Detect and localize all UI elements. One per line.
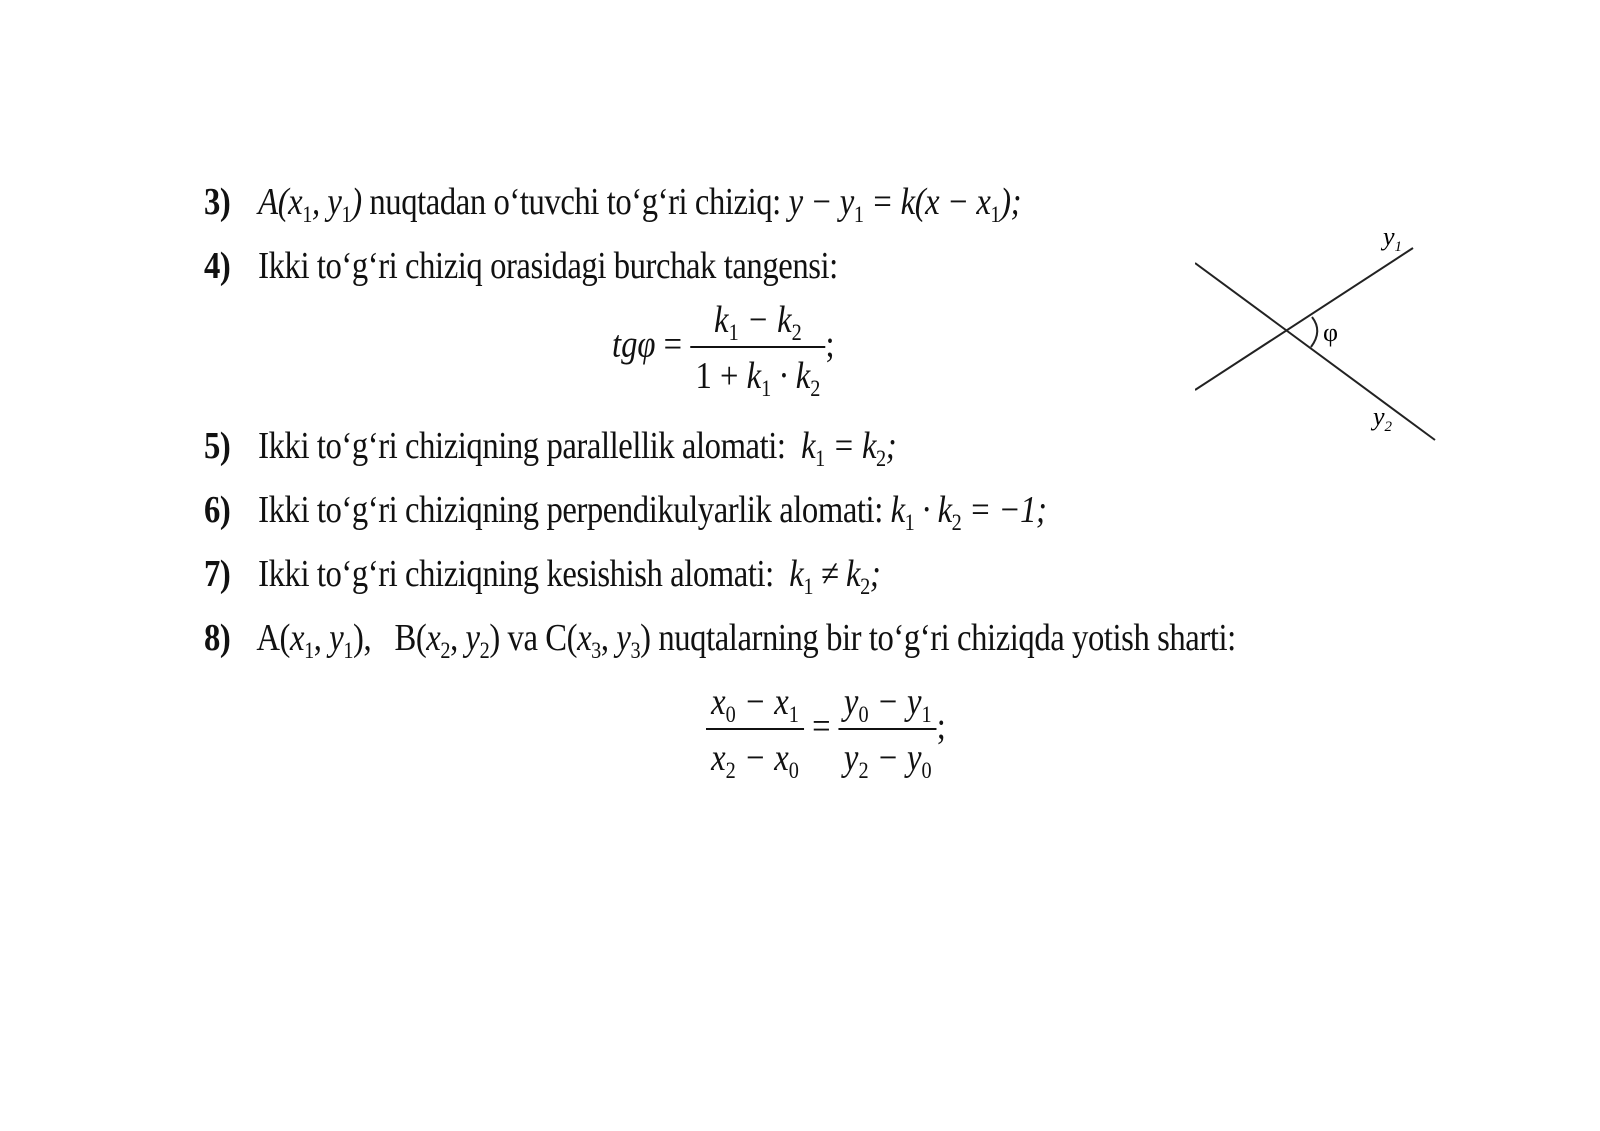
point-a: $A(x_1$, $y_1$), xyxy=(256,617,372,665)
item-number: 5) xyxy=(204,425,231,467)
item-text: Ikki to‘g‘ri chiziqning perpendikulyarlik alomati: xyxy=(258,489,883,531)
point-a: $A(x_1$, $y_1$) xyxy=(258,181,362,229)
intersecting-lines-figure xyxy=(1195,215,1445,465)
formula-line-7 xyxy=(204,552,881,601)
fraction: $\frac{k_1 - k_2}{1 + k_1 \cdot k_2}$ xyxy=(690,298,825,398)
formula-line-5 xyxy=(204,424,897,473)
point-b: $B(x_2$, $y_2$) xyxy=(394,617,500,665)
fraction-x: $\frac{x_0 - x_1}{x_2 - x_0}$ xyxy=(706,680,804,780)
fraction-y: $\frac{y_0 - y_1}{y_2 - y_0}$ xyxy=(839,680,937,780)
item-number: 4) xyxy=(204,245,231,287)
item-text: Ikki to‘g‘ri chiziq orasidagi burchak tangensi: xyxy=(258,245,838,287)
label-y2: $y_2$ xyxy=(1373,402,1393,435)
perpendicular-condition: $k_1 \cdot k_2 = -1$; xyxy=(890,489,1047,537)
formula-line-4 xyxy=(204,244,838,288)
formula-line-3 xyxy=(204,180,1022,229)
intersection-condition: $k_1 \ne k_2$; xyxy=(781,553,881,601)
parallel-condition: $k_1 = k_2$; xyxy=(793,425,897,473)
line-y2 xyxy=(1195,263,1435,440)
item-number: 8) xyxy=(204,617,231,659)
line-y1 xyxy=(1195,248,1413,390)
item-text: Ikki to‘g‘ri chiziqning parallellik alomati: xyxy=(258,425,786,467)
point-c: $C(x_3$, $y_3$) xyxy=(545,617,651,665)
line-equation: $y - y_1 = k(x - x_1)$; xyxy=(788,181,1022,229)
collinearity-formula: $\frac{x_0 - x_1}{x_2 - x_0}$ = $\frac{y_0 - y_1}{y_2 - y_0}$ ; xyxy=(706,680,946,780)
tangent-formula: tgφ = $\frac{k_1 - k_2}{1 + k_1 \cdot k_2}$ ; xyxy=(612,299,835,403)
angle-arc xyxy=(1311,317,1317,347)
item-number: 6) xyxy=(204,489,231,531)
label-y1: $y_1$ xyxy=(1383,222,1403,255)
item-text: nuqtalarning bir to‘g‘ri chiziqda yotish sharti: xyxy=(658,617,1236,659)
item-number: 7) xyxy=(204,553,231,595)
item-number: 3) xyxy=(204,181,231,223)
formula-line-8 xyxy=(204,616,1236,665)
connector-word: va xyxy=(507,617,538,659)
angle-label: φ xyxy=(1323,318,1339,347)
formula-line-6 xyxy=(204,488,1047,537)
item-text: Ikki to‘g‘ri chiziqning kesishish alomati: xyxy=(258,553,774,595)
item-text: nuqtadan o‘tuvchi to‘g‘ri chiziq: xyxy=(369,181,781,223)
